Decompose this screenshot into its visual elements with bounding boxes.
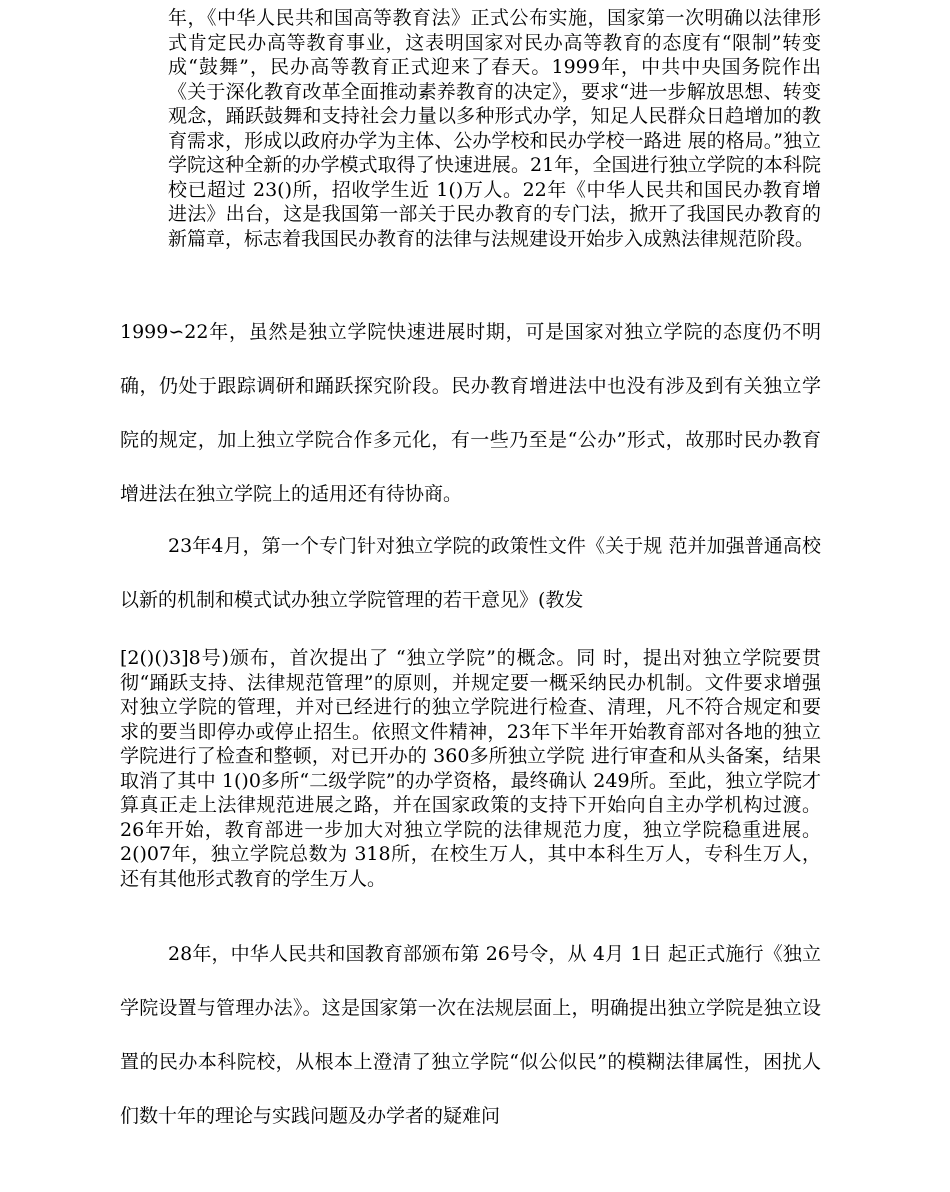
paragraph-document-issued: [2()()3]8号)颁布，首次提出了 “独立学院”的概念。同 时，提出对独立学院要贯彻“踊跃支持、法律规范管理”的原则，并规定要一概采纳民办机制。文件要求增强对独立学院的管理，并对已经进行的独立学院进行检查、清理，凡不符合规定和要求的要当即停办或停止招生。依照文件精神，23年下半年开始教育部对各地的独立学院进行了检查和整顿，对已开办的 360多所独立学院 进行审查和从头备案，结果取消了其中 1()0多所“二级学院”的办学资格，最终确认 249所。至此，独立学院才算真正走上法律规范进展之路，并在国家政策的支持下开始向自主办学机构过渡。26年开始，教育部进一步加大对独立学院的法律规范力度，独立学院稳重进展。2()07年，独立学院总数为 318所，在校生万人，其中本科生万人，专科生万人，还有其他形式教育的学生万人。	[120, 647, 821, 890]
paragraph-1999-2002-period: 1999∽22年，虽然是独立学院快速进展时期，可是国家对独立学院的态度仍不明确，仍处于跟踪调研和踊跃探究阶段。民办教育增进法中也没有涉及到有关独立学院的规定，加上独立学院合作多元化，有一些乃至是“公办”形式，故那时民办教育增进法在独立学院上的适用还有待协商。	[120, 321, 821, 505]
paragraph-higher-education-law: 年，《中华人民共和国高等教育法》正式公布实施，国家第一次明确以法律形式肯定民办高等教育事业，这表明国家对民办高等教育的态度有“限制”转变成“鼓舞”，民办高等教育正式迎来了春天。1999年，中共中央国务院作出《关于深化教育改革全面推动素养教育的决定》，要求“进一步解放思想、转变观念，踊跃鼓舞和支持社会力量以多种形式办学，知足人民群众日趋增加的教育需求，形成以政府办学为主体、公办学校和民办学校一路进 展的格局。”独立学院这种全新的办学模式取得了快速进展。21年，全国进行独立学院的本科院校已超过 23()所，招收学生近 1()万人。22年《中华人民共和国民办教育增进法》出台，这是我国第一部关于民办教育的专门法，掀开了我国民办教育的新篇章，标志着我国民办教育的法律与法规建设开始步入成熟法律规范阶段。	[168, 7, 821, 250]
paragraph-2003-policy-document: 23年4月，第一个专门针对独立学院的政策性文件《关于规 范并加强普通高校以新的机制和模式试办独立学院管理的若干意见》(教发	[120, 535, 821, 611]
paragraph-2008-decree: 28年，中华人民共和国教育部颁布第 26号令，从 4月 1日 起正式施行《独立学院设置与管理办法》。这是国家第一次在法规层面上，明确提出独立学院是独立设置的民办本科院校，从根本上澄清了独立学院“似公似民”的模糊法律属性，困扰人们数十年的理论与实践问题及办学者的疑难问	[120, 943, 821, 1127]
